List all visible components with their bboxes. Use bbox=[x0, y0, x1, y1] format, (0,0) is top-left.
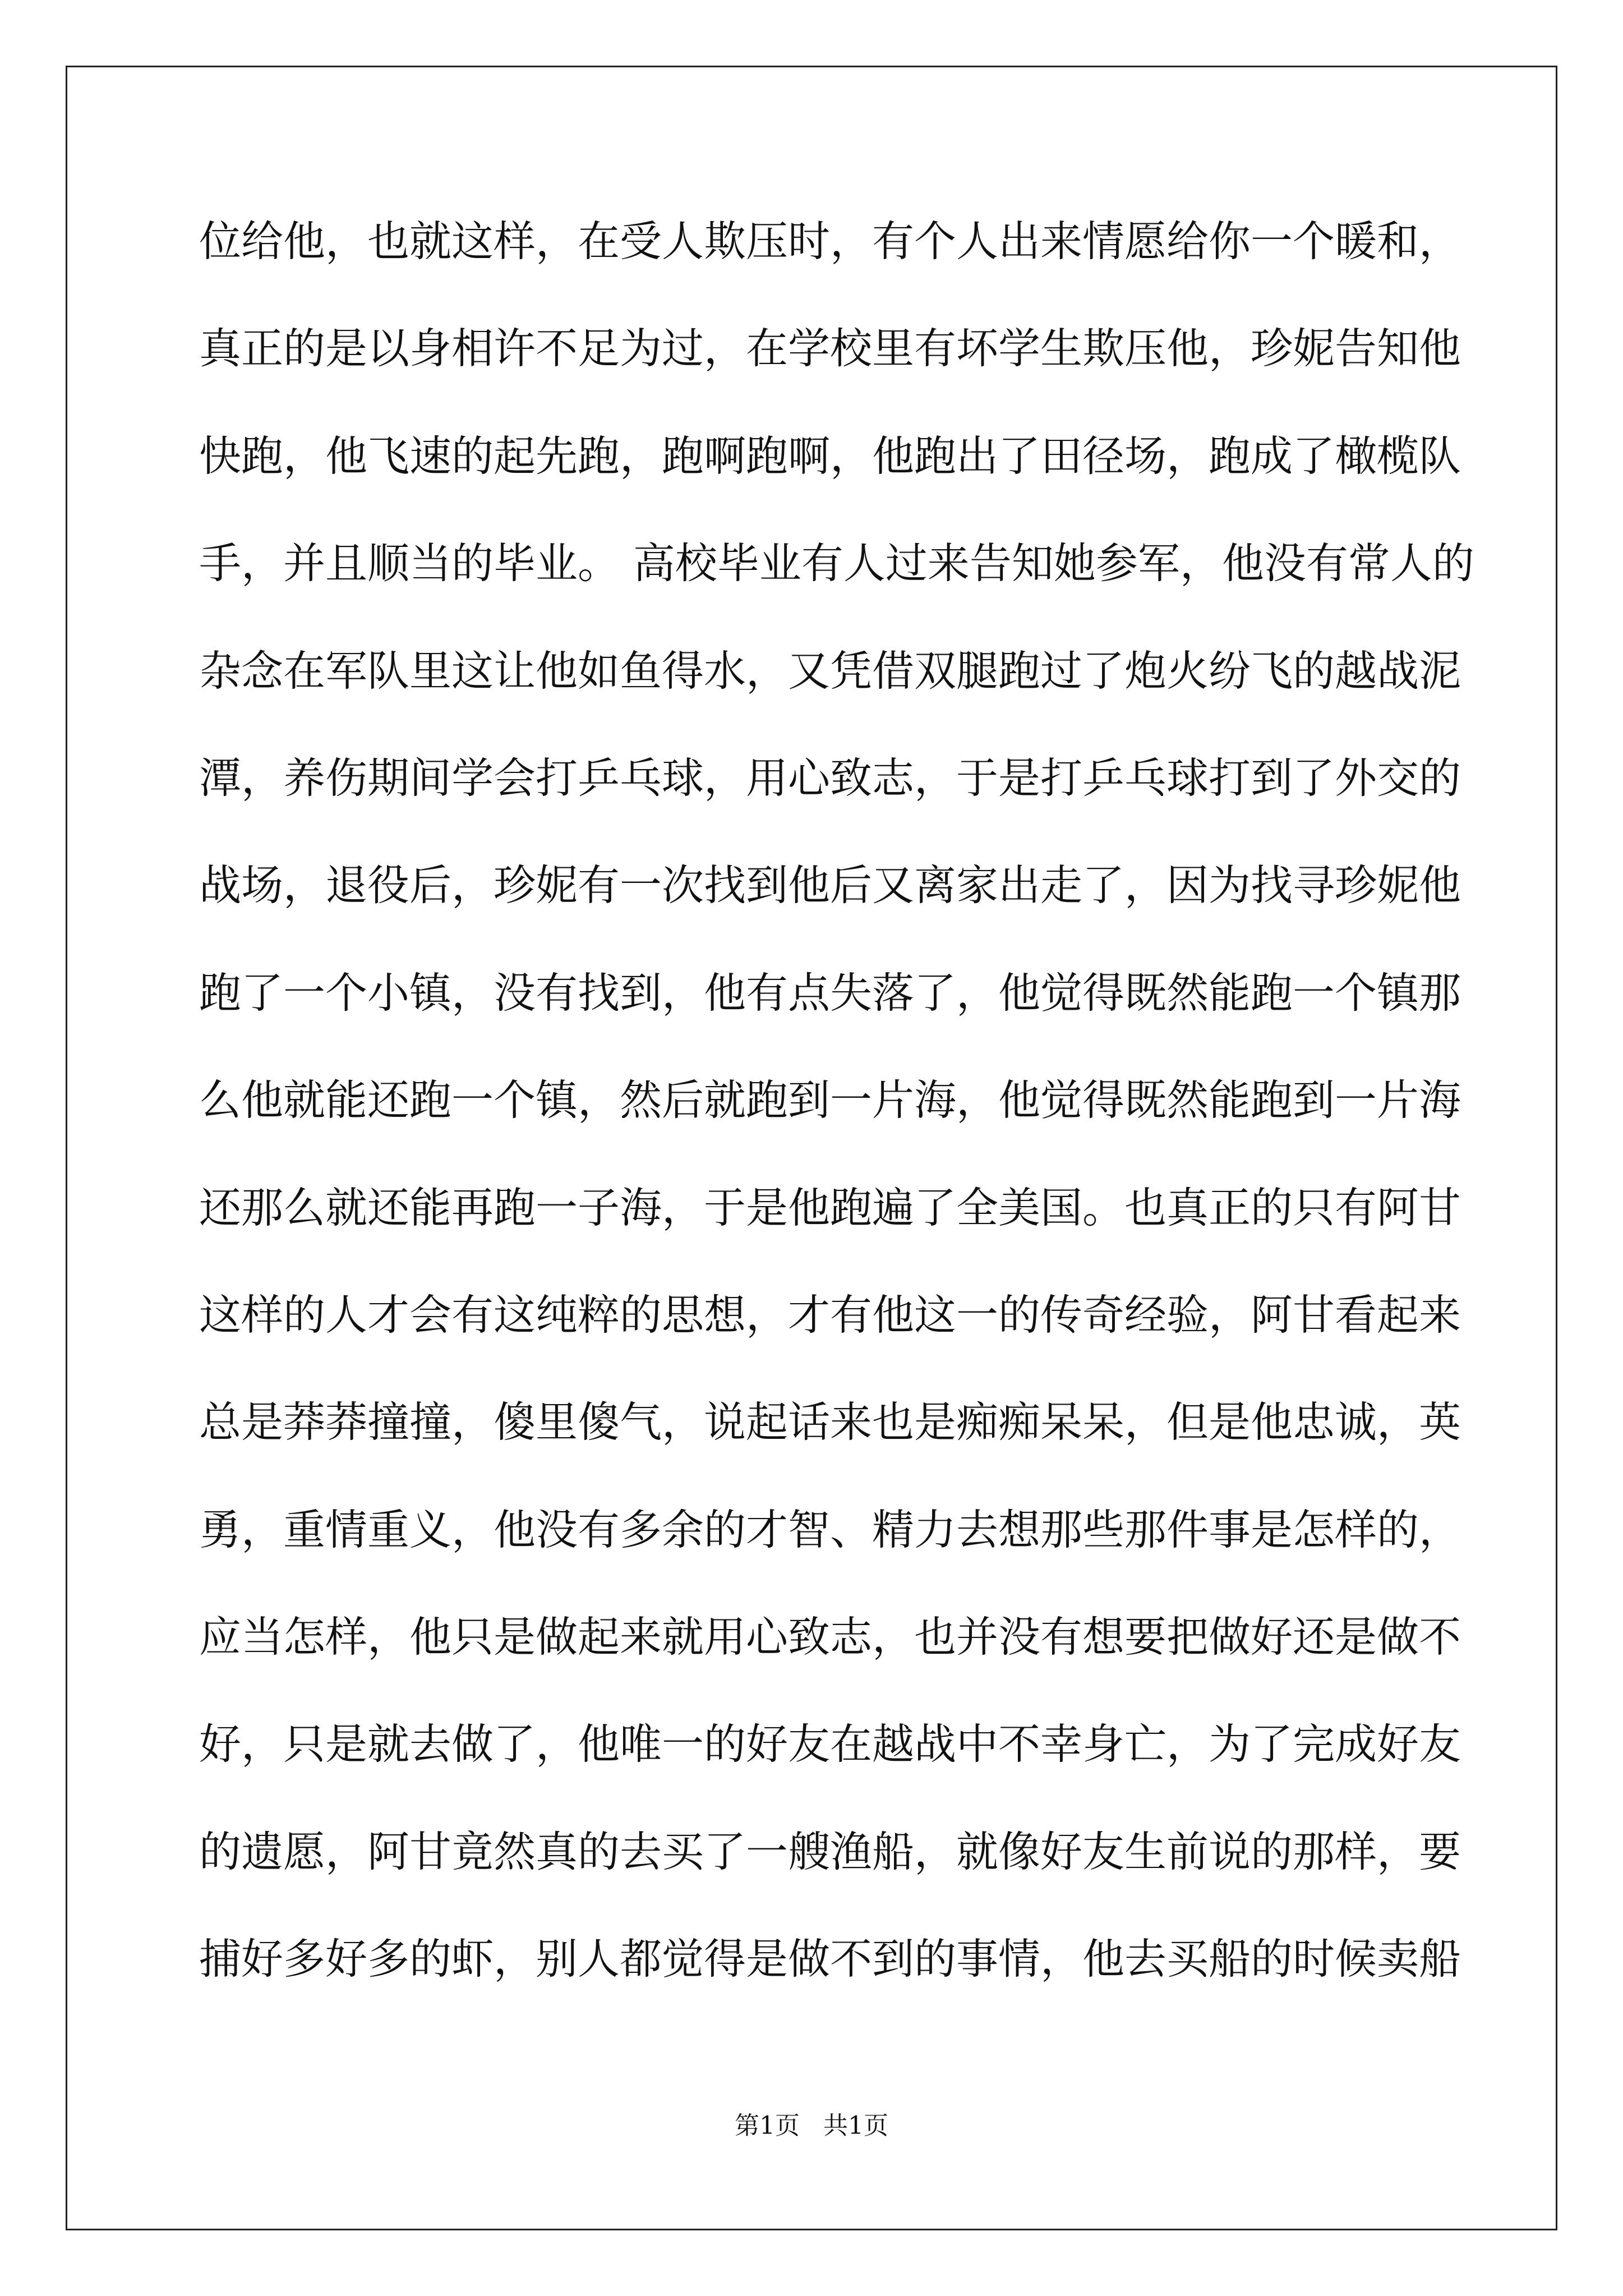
text-line: 的遗愿，阿甘竟然真的去买了一艘渔船，就像好友生前说的那样，要 bbox=[199, 1826, 1461, 1876]
text-line: 捕好多好多的虾，别人都觉得是做不到的事情，他去买船的时候卖船 bbox=[199, 1934, 1461, 1984]
text-line: 手，并且顺当的毕业。 高校毕业有人过来告知她参军，他没有常人的 bbox=[199, 539, 1474, 588]
text-line: 好，只是就去做了，他唯一的好友在越战中不幸身亡，为了完成好友 bbox=[199, 1719, 1461, 1769]
text-line: 这样的人才会有这纯粹的思想，才有他这一的传奇经验，阿甘看起来 bbox=[199, 1290, 1461, 1340]
text-line: 勇，重情重义，他没有多余的才智、精力去想那些那件事是怎样的， bbox=[199, 1504, 1461, 1554]
text-line: 应当怎样，他只是做起来就用心致志，也并没有想要把做好还是做不 bbox=[199, 1612, 1461, 1662]
text-line: 潭，养伤期间学会打乒乓球，用心致志，于是打乒乓球打到了外交的 bbox=[199, 753, 1461, 803]
text-line: 战场，退役后，珍妮有一次找到他后又离家出走了，因为找寻珍妮他 bbox=[199, 861, 1461, 910]
text-line: 真正的是以身相许不足为过，在学校里有坏学生欺压他，珍妮告知他 bbox=[199, 324, 1461, 374]
document-body bbox=[199, 214, 1474, 1986]
text-line: 总是莽莽撞撞，傻里傻气，说起话来也是痴痴呆呆，但是他忠诚，英 bbox=[199, 1397, 1461, 1447]
text-line: 快跑，他飞速的起先跑，跑啊跑啊，他跑出了田径场，跑成了橄榄队 bbox=[199, 431, 1461, 481]
text-line: 么他就能还跑一个镇，然后就跑到一片海，他觉得既然能跑到一片海 bbox=[199, 1075, 1461, 1125]
text-line: 跑了一个小镇，没有找到，他有点失落了，他觉得既然能跑一个镇那 bbox=[199, 968, 1461, 1018]
page-number-footer: 第1页 共1页 bbox=[735, 2111, 888, 2140]
text-line: 位给他，也就这样，在受人欺压时，有个人出来情愿给你一个暖和， bbox=[199, 217, 1461, 266]
text-line: 还那么就还能再跑一子海，于是他跑遍了全美国。也真正的只有阿甘 bbox=[199, 1182, 1461, 1232]
text-line: 杂念在军队里这让他如鱼得水，又凭借双腿跑过了炮火纷飞的越战泥 bbox=[199, 646, 1461, 696]
